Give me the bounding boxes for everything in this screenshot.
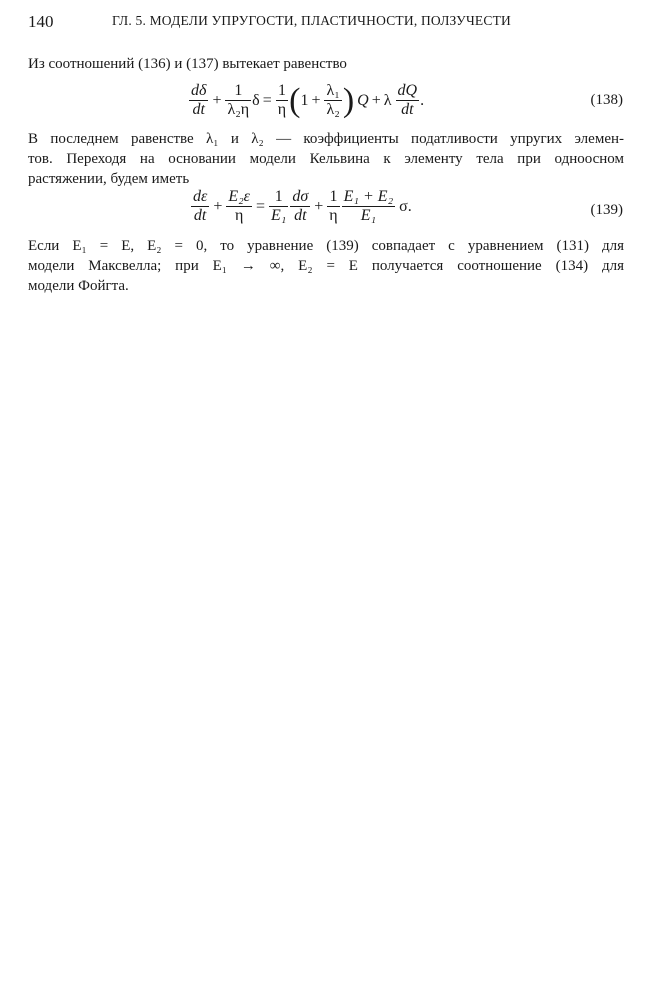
plus-sign: + xyxy=(314,197,324,215)
plus-sign: + xyxy=(311,91,321,109)
equals-sign: = xyxy=(255,197,266,215)
lambda-symbol: λ xyxy=(383,91,392,109)
right-paren: ) xyxy=(342,81,355,119)
equation-138 xyxy=(188,82,424,119)
delta-symbol: δ xyxy=(252,91,260,109)
fraction-e1-plus-e2-over-e1: $\frac{\text{E₁ + E₂}}{\text{E₁}}$ xyxy=(343,188,394,224)
fraction-1-e1: $\frac{1}{\text{E₁}}$ xyxy=(271,188,287,224)
page-number: 140 xyxy=(28,12,54,31)
q-symbol: Q xyxy=(357,91,369,109)
paragraph-conclusion: Если E₁ = E, E₂ = 0, то уравнение (139) совпадает с уравнением (131) для модели Максвелла; при E₁ → ∞, E₂ = E получается соотношение (134) для модели Фойгта. xyxy=(28,238,624,294)
fraction-1-eta: $\frac{1}{\eta}$ xyxy=(329,188,338,224)
period: . xyxy=(420,91,425,109)
one: 1 xyxy=(300,91,309,109)
fraction-dsigma-dt: $\frac{d\sigma}{dt}$ xyxy=(292,188,309,224)
plus-sign: + xyxy=(371,91,381,109)
fraction-1-lambda2-eta: $\frac{1}{\text{λ₂η}}$ xyxy=(227,82,250,118)
equation-number-138: (138) xyxy=(590,92,623,108)
sigma-symbol: σ. xyxy=(399,197,412,215)
plus-sign: + xyxy=(212,91,222,109)
equation-139 xyxy=(190,188,412,225)
plus-sign: + xyxy=(213,197,223,215)
left-paren: ( xyxy=(289,81,301,119)
equation-number-139: (139) xyxy=(590,202,623,218)
fraction-e2epsilon-eta: $\frac{\text{E₂ε}}{\eta}$ xyxy=(228,188,250,224)
equals-sign: = xyxy=(262,91,272,109)
fraction-depsilon-dt: $\frac{d\varepsilon}{dt}$ xyxy=(193,188,208,224)
paragraph-intro: Из соотношений (136) и (137) вытекает равенство xyxy=(28,56,347,72)
running-head: ГЛ. 5. МОДЕЛИ УПРУГОСТИ, ПЛАСТИЧНОСТИ, ПОЛЗУЧЕСТИ xyxy=(112,13,511,28)
fraction-1-eta: $\frac{1}{\eta}$ xyxy=(277,82,287,118)
fraction-ddelta-dt: $\frac{d\delta}{dt}$ xyxy=(191,82,207,118)
paragraph-explanation: В последнем равенстве λ₁ и λ₂ — коэффициенты податливости упругих элемен- тов. Переходя на основании модели Кельвина к элементу тела при одноосном растяжении, будем иметь xyxy=(28,131,624,187)
fraction-lambda1-lambda2: $\frac{\text{λ₁}}{\text{λ₂}}$ xyxy=(326,82,340,118)
fraction-dq-dt: $\frac{dQ}{dt}$ xyxy=(397,82,418,118)
